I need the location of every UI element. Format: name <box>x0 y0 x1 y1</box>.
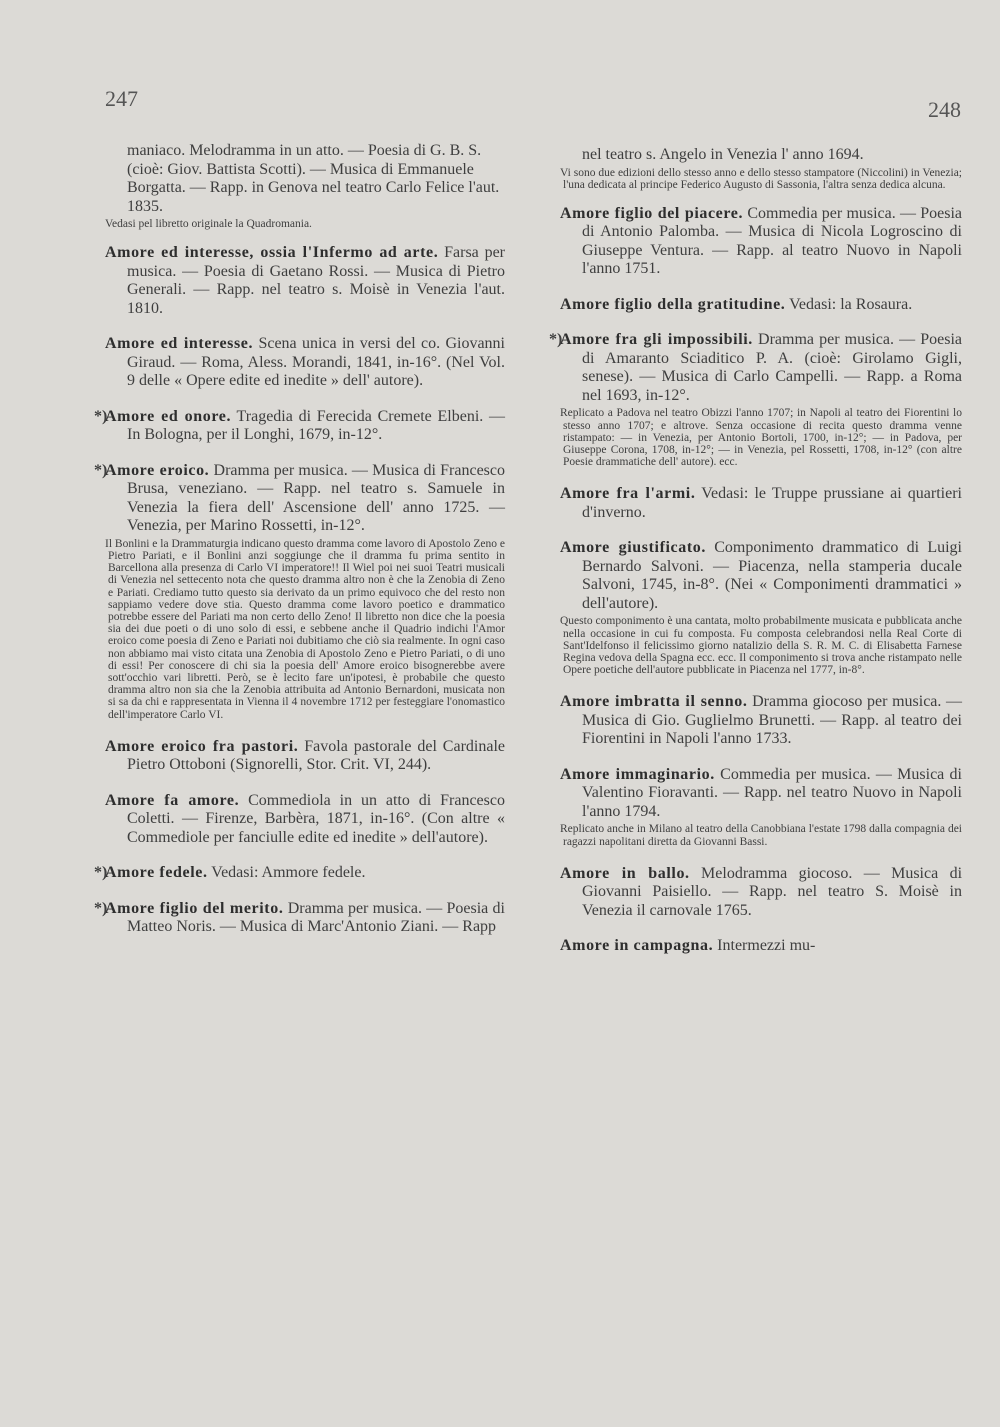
page-number-left: 247 <box>105 86 138 111</box>
entry-text: Dramma giocoso per musica. — Musica di Gio. Guglielmo Brunetti. — Rapp. al teatro dei Fiorentini in Napoli l'anno 1733. <box>582 693 962 748</box>
entry-headword: Amore figlio del piacere. <box>560 204 744 222</box>
entry-text: Favola pastorale del Cardinale Pietro Ottoboni (Signorelli, Stor. Crit. VI, 244). <box>127 737 506 774</box>
entry-text: maniaco. Melodramma in un atto. — Poesia di G. B. S. (cioè: Giov. Battista Scotti). — Musica di Emmanuele Borgatta. — Rapp. in Genova nel teatro Carlo Felice l'aut. 1835. <box>127 142 500 215</box>
entry-headword: Amore figlio della gratitudine. <box>560 295 786 313</box>
entry-headword: Amore immaginario. <box>560 765 715 783</box>
dictionary-entry <box>560 146 962 191</box>
entry-headword: Amore ed interesse. <box>105 335 254 353</box>
entry-text: Vedasi: la Rosaura. <box>789 295 913 313</box>
entry-text: Commedia per musica. — Poesia di Antonio Palomba. — Musica di Nicola Logroscino di Giuseppe Ventura. — Rapp. al teatro Nuovo in Napoli l'anno 1751. <box>582 204 963 278</box>
entry-headword: Amore eroico. <box>105 461 210 479</box>
entry-text: Commedia per musica. — Musica di Valentino Fioravanti. — Rapp. nel teatro Nuovo in Napoli l'anno 1794. <box>582 765 962 820</box>
entry-headword: Amore in ballo. <box>560 864 690 882</box>
entry-headword: Amore ed interesse, ossia l'Infermo ad arte. <box>105 244 439 262</box>
dictionary-entry <box>105 244 505 318</box>
star-marker: *) <box>549 331 563 349</box>
right-column <box>549 146 963 973</box>
entry-headword: Amore fa amore. <box>105 791 240 809</box>
entry-headword: Amore eroico fra pastori. <box>105 737 299 755</box>
dictionary-entry <box>105 142 505 230</box>
dictionary-entry <box>94 899 505 937</box>
entry-text: nel teatro s. Angelo in Venezia l' anno 1694. <box>582 146 864 163</box>
entry-text: Dramma per musica. — Poesia di Matteo Noris. — Musica di Marc'Antonio Ziani. — Rapp <box>127 899 505 936</box>
dictionary-entry <box>560 485 962 522</box>
dictionary-entry <box>560 766 962 848</box>
star-marker: *) <box>94 864 108 882</box>
entry-text: Commediola in un atto di Francesco Coletti. — Firenze, Barbèra, 1871, in-16°. (Con altre « Commediole per fanciulle edite ed inedite » dell'autore). <box>127 791 505 846</box>
entry-text: Vedasi: Ammore fedele. <box>211 864 366 882</box>
dictionary-entry <box>560 693 962 749</box>
entry-headword: Amore in campagna. <box>560 937 714 955</box>
entry-headword: Amore imbratta il senno. <box>560 693 748 711</box>
star-marker: *) <box>94 899 108 917</box>
dictionary-entry <box>105 792 505 848</box>
dictionary-entry <box>94 407 506 445</box>
dictionary-entry <box>105 738 505 775</box>
entry-text: Intermezzi mu- <box>717 937 816 955</box>
entry-headword: Amore figlio del merito. <box>105 899 284 917</box>
entry-note: Vi sono due edizioni dello stesso anno e dello stesso stampatore (Niccolini) in Venezia; l'una dedicata al principe Federico Augusto di Sassonia, l'altra senza dedica alcuna. <box>560 166 962 191</box>
entry-text: Scena unica in versi del co. Giovanni Giraud. — Roma, Aless. Morandi, 1841, in-16°. (Nel Vol. 9 delle « Opere edite ed inedite » dell' autore). <box>127 335 505 390</box>
dictionary-entry <box>105 335 505 391</box>
entry-text: Componimento drammatico di Luigi Bernardo Salvoni. — Piacenza, nella stamperia ducale Salvoni, 1745, in-8°. (Nei « Componimenti drammatici » dell'autore). <box>582 539 962 612</box>
entry-headword: Amore fra l'armi. <box>560 485 696 503</box>
entry-text: Tragedia di Ferecida Cremete Elbeni. — In Bologna, per il Longhi, 1679, in-12°. <box>127 407 506 444</box>
entry-note: Questo componimento è una cantata, molto probabilmente musicata e pubblicata anche nella occasione in cui fu composta. Fu composta celebrandosi nella Real Corte di Sant'Idelfonso il felicissimo giorno natalizio della S. R. M. C. di Elisabetta Farnese Regina vedova della Spagna ecc. ecc. Il componimento si trova anche ristampato nelle Opere poetiche dell'autore pubblicate in Piacenza nel 1777, in-8°. <box>560 615 962 677</box>
dictionary-entry <box>549 331 962 469</box>
entry-text: Farsa per musica. — Poesia di Gaetano Rossi. — Musica di Pietro Generali. — Rapp. nel teatro s. Moisè in Venezia l'aut. 1810. <box>127 244 505 317</box>
entry-headword: Amore fra gli impossibili. <box>560 331 753 349</box>
entry-text: Vedasi: le Truppe prussiane ai quartieri d'inverno. <box>582 485 962 521</box>
dictionary-entry <box>560 937 962 956</box>
entry-note: Il Bonlini e la Drammaturgia indicano questo dramma come lavoro di Apostolo Zeno e Pietro Pariati, e il Bonlini anzi soggiunge che il dramma fu prima sentito in Barcellona alla presenza di Carlo VI imperatore!! Il Wiel poi nei suoi Teatri musicali di Venezia nel settecento nota che questo dramma altro non è che la Zenobia di Zeno e Pariati. Crediamo tutto questo sia derivato da un primo equivoco che del resto non sappiamo vedere dove stia. Questo dramma come lavoro poetico e drammatico potrebbe essere del Pariati ma non certo dello Zeno! Il libretto non dice che la poesia sia dei due poeti o di uno solo di essi, e sebbene anche il Quadrio indichi l'Amor eroico come poesia di Zeno e Pariati noi dubitiamo che ciò sia realmente. In ogni caso non abbiamo mai visto citata una Zenobia di Apostolo Zeno e Pietro Pariati, o di uno di essi! Per conoscere di chi sia la poesia dell' Amore eroico bisognerebbe avere sott'occhio vari libretti. Però, se è lecito fare un'ipotesi, è probabile che questo dramma altro non sia che la Zenobia attribuita ad Antonio Bernardoni, musicata non si sa da chi e rappresentata in Vienna il 4 novembre 1712 per festeggiare l'onomastico dell'imperatore Carlo VI. <box>105 537 505 721</box>
entry-text: Dramma per musica. — Poesia di Amaranto Sciaditico P. A. (cioè: Girolamo Gigli, senese). — Musica di Carlo Campelli. — Rapp. a Roma nel 1693, in-12°. <box>582 331 962 404</box>
left-column <box>94 142 506 954</box>
entry-text: Melodramma giocoso. — Musica di Giovanni Paisiello. — Rapp. nel teatro S. Moisè in Venezia il carnovale 1765. <box>582 864 963 919</box>
entry-text: Dramma per musica. — Musica di Francesco Brusa, veneziano. — Rapp. nel teatro s. Samuele in Venezia la fiera dell' Ascensione dell' anno 1725. — Venezia, per Marino Rossetti, in-12°. <box>127 461 506 535</box>
dictionary-entry <box>560 865 962 921</box>
entry-note: Replicato a Padova nel teatro Obizzi l'anno 1707; in Napoli al teatro dei Fiorentini lo stesso anno 1707; e altrove. Senza occasione di recita questo dramma venne ristampato: — in Venezia, per Antonio Bortoli, 1700, in-12°; — in Padova, per Giuseppe Corona, 1708, in-12°; — in Venezia, pel Rossetti, 1708, in-12° (con altre Poesie drammatiche dell' autore). ecc. <box>560 407 962 469</box>
entry-note: Vedasi pel libretto originale la Quadromania. <box>105 218 312 230</box>
dictionary-entry <box>560 205 962 279</box>
entry-headword: Amore fedele. <box>105 864 208 882</box>
dictionary-entry <box>560 296 962 315</box>
star-marker: *) <box>94 407 108 425</box>
dictionary-entry <box>94 461 506 721</box>
page-number-right: 248 <box>928 97 961 122</box>
dictionary-entry <box>560 539 962 676</box>
entry-note: Replicato anche in Milano al teatro della Canobbiana l'estate 1798 dalla compagnia dei ragazzi napolitani diretta da Giovanni Bassi. <box>560 823 962 848</box>
entry-headword: Amore ed onore. <box>105 407 232 425</box>
entry-headword: Amore giustificato. <box>560 539 706 557</box>
dictionary-entry <box>94 864 505 883</box>
star-marker: *) <box>94 461 108 479</box>
